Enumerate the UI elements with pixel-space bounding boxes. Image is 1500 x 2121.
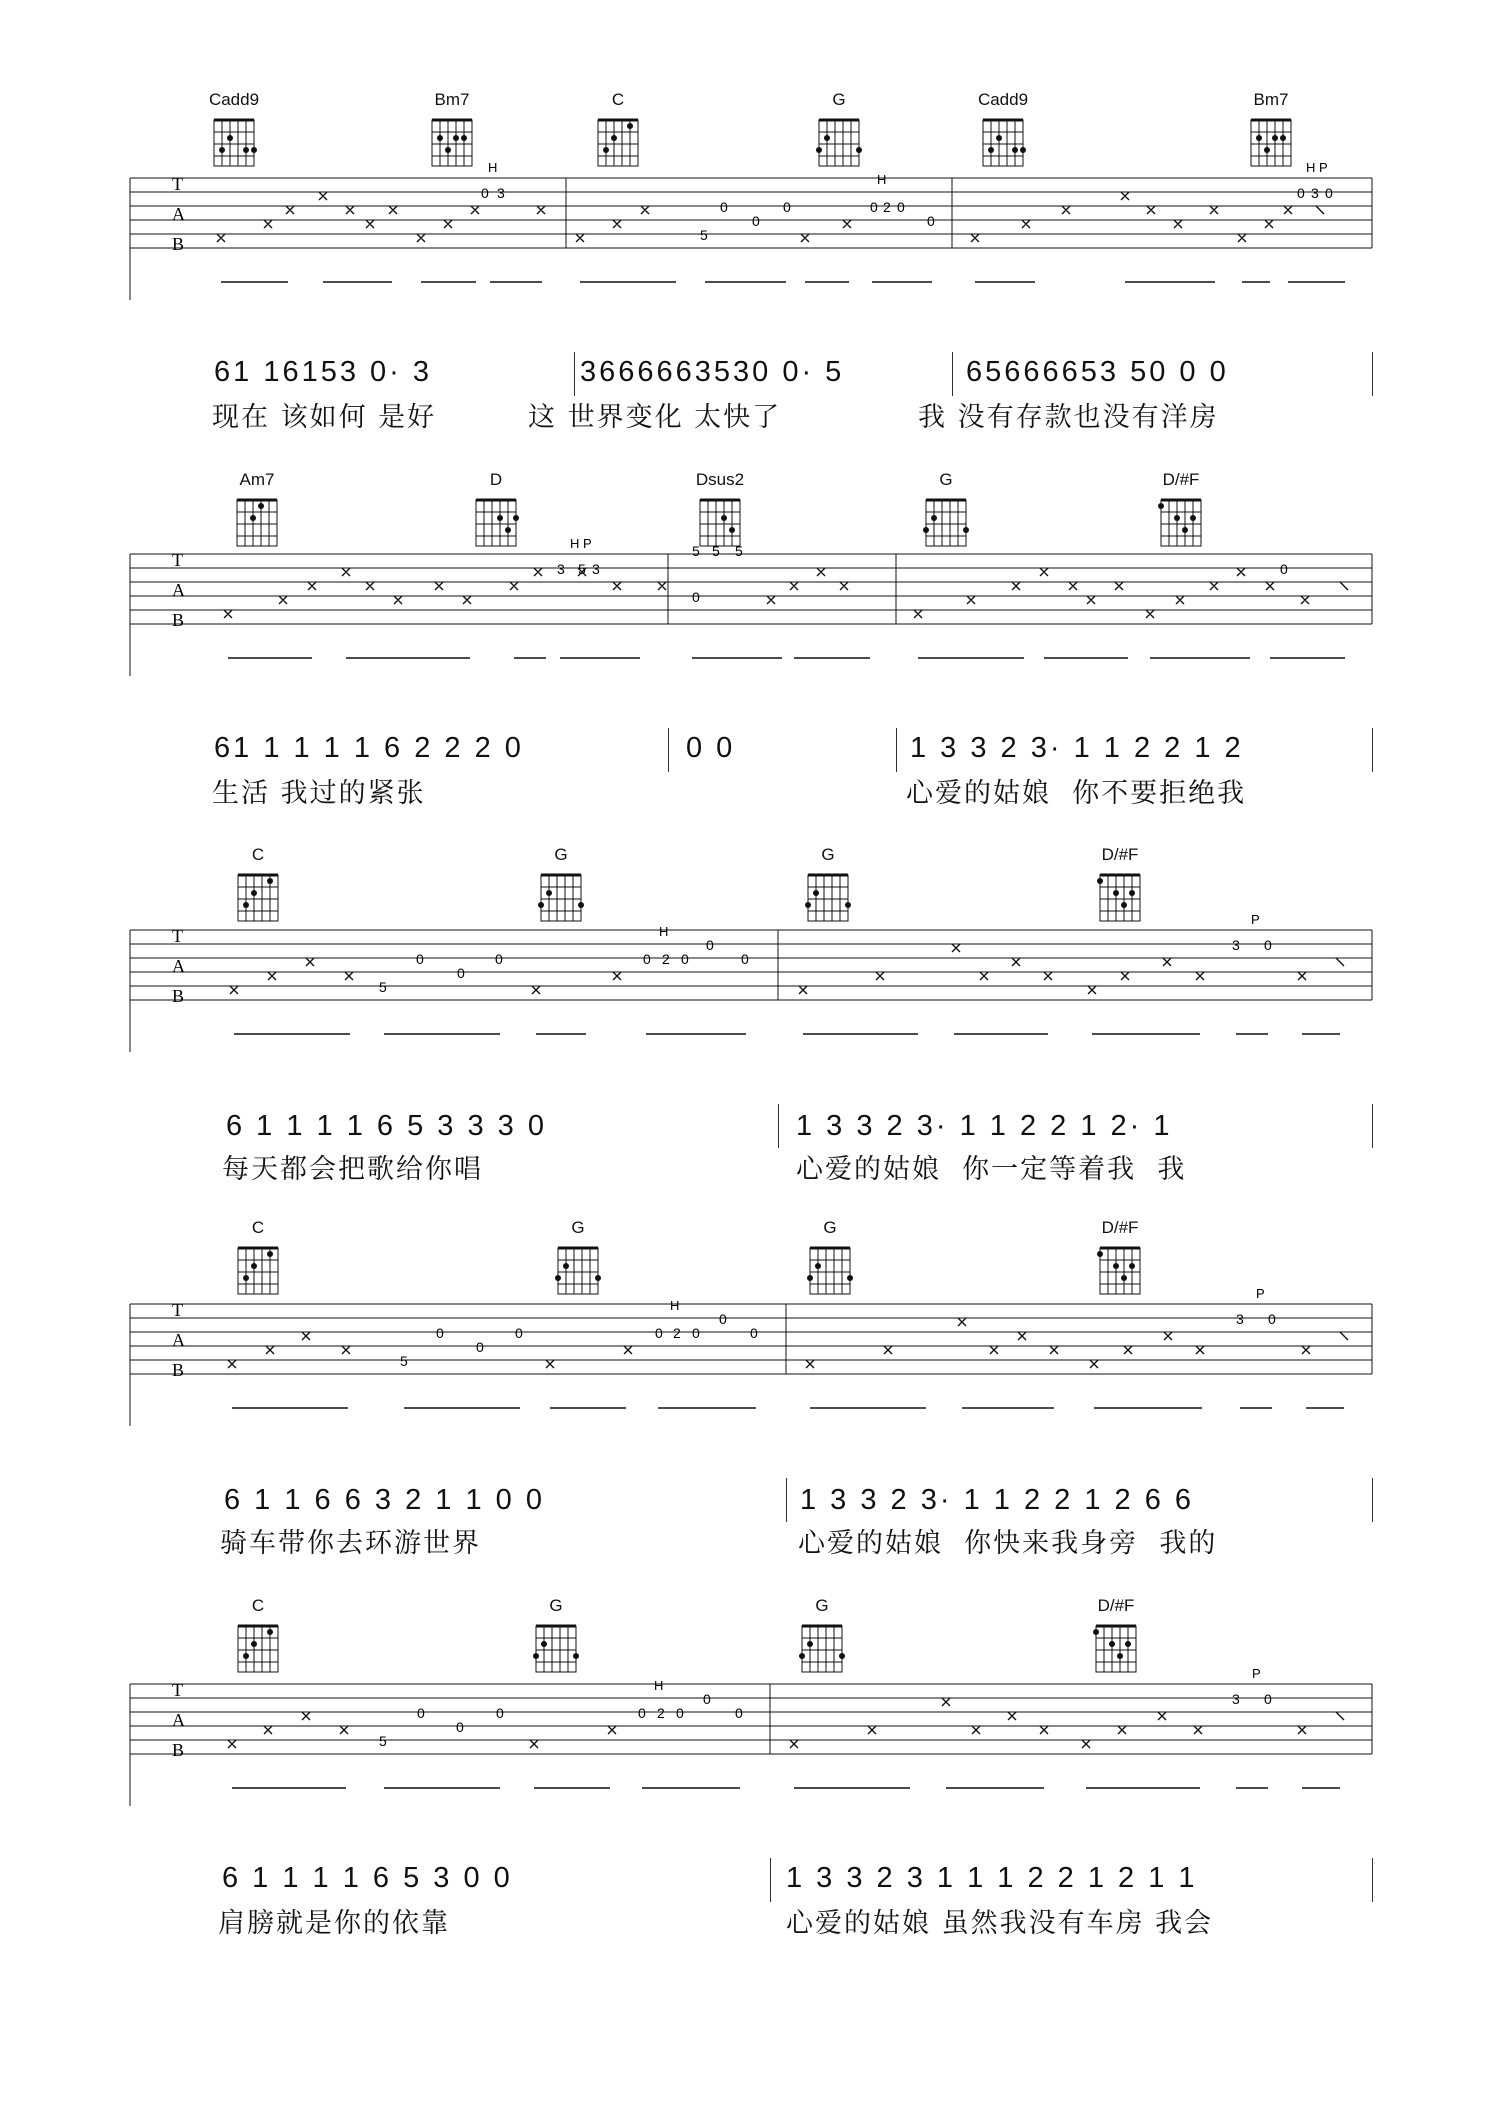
jianpu-line: 0 0: [686, 732, 736, 764]
svg-text:0: 0: [515, 1325, 523, 1341]
svg-text:2: 2: [662, 951, 670, 967]
svg-text:0: 0: [720, 199, 728, 215]
technique-label: P: [1256, 1286, 1265, 1301]
svg-text:5: 5: [578, 561, 586, 577]
lyric-line: 骑车带你去环游世界: [220, 1528, 481, 1559]
svg-text:5: 5: [712, 543, 720, 559]
svg-text:0: 0: [495, 951, 503, 967]
svg-text:0: 0: [735, 1705, 743, 1721]
svg-text:0: 0: [741, 951, 749, 967]
bar-line: [668, 728, 669, 772]
svg-text:0: 0: [655, 1325, 663, 1341]
svg-text:0: 0: [416, 951, 424, 967]
svg-text:3: 3: [1232, 937, 1240, 953]
chord-name: G: [549, 1596, 563, 1615]
svg-text:0: 0: [897, 199, 905, 215]
bar-line: [1372, 352, 1373, 396]
svg-text:5: 5: [379, 979, 387, 995]
tab-clef-b: B: [172, 234, 185, 254]
lyric-line: 心爱的姑娘 你一定等着我 我: [796, 1154, 1187, 1185]
svg-text:0: 0: [457, 965, 465, 981]
svg-text:3: 3: [1236, 1311, 1244, 1327]
jianpu-line: 6 1 1 6 6 3 2 1 1 0 0: [224, 1484, 545, 1516]
chord-name: D/#F: [1162, 470, 1200, 489]
lyric-line: 我 没有存款也没有洋房: [918, 402, 1219, 433]
svg-text:0: 0: [1325, 185, 1333, 201]
svg-text:0: 0: [436, 1325, 444, 1341]
svg-text:0: 0: [681, 951, 689, 967]
jianpu-line: 6 1 1 1 1 6 5 3 3 3 0: [226, 1110, 547, 1142]
jianpu-line: 65666653 50 0 0: [966, 356, 1229, 388]
chord-name: G: [554, 845, 568, 864]
lyric-line: 这 世界变化 太快了: [528, 402, 782, 433]
jianpu-line: 61 1 1 1 1 6 2 2 2 0: [214, 732, 524, 764]
tab-clef-t: T: [172, 1300, 183, 1320]
svg-text:0: 0: [692, 589, 700, 605]
bar-line: [574, 352, 575, 396]
svg-text:0: 0: [481, 185, 489, 201]
tab-clef-a: A: [172, 1710, 185, 1730]
tab-staff: [0, 912, 1500, 1052]
technique-label: P: [1252, 1666, 1261, 1681]
jianpu-line: 61 16153 0· 3: [214, 356, 432, 388]
chord-name: G: [832, 90, 846, 109]
svg-text:5: 5: [700, 227, 708, 243]
chord-name: D: [489, 470, 503, 489]
chord-name: C: [251, 1218, 265, 1237]
tab-clef-t: T: [172, 174, 183, 194]
jianpu-line: 1 3 3 2 3 1 1 1 2 2 1 2 1 1: [786, 1862, 1198, 1894]
tab-clef-b: B: [172, 986, 185, 1006]
jianpu-line: 1 3 3 2 3· 1 1 2 2 1 2· 1: [796, 1110, 1173, 1142]
svg-text:0: 0: [706, 937, 714, 953]
technique-label: H: [488, 160, 498, 175]
svg-text:0: 0: [1280, 561, 1288, 577]
tab-staff: [0, 160, 1500, 300]
bar-line: [1372, 1104, 1373, 1148]
technique-label: H P: [570, 536, 592, 551]
chord-name: Bm7: [1253, 90, 1289, 109]
svg-text:2: 2: [657, 1705, 665, 1721]
chord-name: G: [823, 1218, 837, 1237]
lyric-line: 心爱的姑娘 你快来我身旁 我的: [798, 1528, 1218, 1559]
svg-text:0: 0: [476, 1339, 484, 1355]
svg-text:0: 0: [692, 1325, 700, 1341]
svg-text:3: 3: [1311, 185, 1319, 201]
svg-text:0: 0: [870, 199, 878, 215]
chord-name: G: [815, 1596, 829, 1615]
tab-clef-a: A: [172, 1330, 185, 1350]
chord-name: C: [251, 845, 265, 864]
chord-name: C: [611, 90, 625, 109]
bar-line: [778, 1104, 779, 1148]
chord-name: G: [939, 470, 953, 489]
svg-text:0: 0: [643, 951, 651, 967]
svg-text:3: 3: [557, 561, 565, 577]
technique-label: H P: [1306, 160, 1328, 175]
svg-text:0: 0: [456, 1719, 464, 1735]
tab-clef-a: A: [172, 580, 185, 600]
lyric-line: 现在 该如何 是好: [212, 402, 437, 433]
bar-line: [896, 728, 897, 772]
lyric-line: 生活 我过的紧张: [212, 778, 426, 809]
tab-clef-b: B: [172, 1360, 185, 1380]
tab-clef-b: B: [172, 610, 185, 630]
tab-clef-b: B: [172, 1740, 185, 1760]
chord-name: Dsus2: [695, 470, 745, 489]
chord-name: D/#F: [1101, 845, 1139, 864]
bar-line: [786, 1478, 787, 1522]
svg-text:0: 0: [719, 1311, 727, 1327]
svg-text:0: 0: [750, 1325, 758, 1341]
technique-label: H: [877, 172, 887, 187]
svg-text:3: 3: [592, 561, 600, 577]
jianpu-line: 1 3 3 2 3· 1 1 2 2 1 2 6 6: [800, 1484, 1195, 1516]
chord-name: D/#F: [1101, 1218, 1139, 1237]
svg-text:0: 0: [417, 1705, 425, 1721]
svg-text:5: 5: [735, 543, 743, 559]
bar-line: [770, 1858, 771, 1902]
svg-text:0: 0: [927, 213, 935, 229]
svg-text:0: 0: [752, 213, 760, 229]
bar-line: [952, 352, 953, 396]
bar-line: [1372, 1858, 1373, 1902]
tab-clef-t: T: [172, 550, 183, 570]
chord-name: Cadd9: [977, 90, 1029, 109]
lyric-line: 每天都会把歌给你唱: [222, 1154, 483, 1185]
jianpu-line: 3666663530 0· 5: [580, 356, 845, 388]
chord-name: Cadd9: [208, 90, 260, 109]
tab-clef-a: A: [172, 956, 185, 976]
svg-text:3: 3: [497, 185, 505, 201]
lyric-line: 心爱的姑娘 虽然我没有车房 我会: [786, 1908, 1214, 1939]
chord-name: Bm7: [434, 90, 470, 109]
bar-line: [1372, 728, 1373, 772]
bar-line: [1372, 1478, 1373, 1522]
lyric-line: 肩膀就是你的依靠: [218, 1908, 450, 1939]
svg-text:0: 0: [783, 199, 791, 215]
svg-text:0: 0: [496, 1705, 504, 1721]
technique-label: H: [670, 1298, 680, 1313]
svg-text:0: 0: [1264, 1691, 1272, 1707]
tab-staff: [0, 1666, 1500, 1806]
svg-text:0: 0: [1297, 185, 1305, 201]
svg-text:5: 5: [692, 543, 700, 559]
chord-name: Am7: [239, 470, 275, 489]
svg-text:0: 0: [676, 1705, 684, 1721]
tab-staff: [0, 1286, 1500, 1426]
svg-text:5: 5: [400, 1353, 408, 1369]
chord-name: D/#F: [1097, 1596, 1135, 1615]
svg-text:0: 0: [703, 1691, 711, 1707]
svg-text:2: 2: [673, 1325, 681, 1341]
lyric-line: 心爱的姑娘 你不要拒绝我: [906, 778, 1247, 809]
svg-text:3: 3: [1232, 1691, 1240, 1707]
tab-clef-t: T: [172, 1680, 183, 1700]
chord-name: G: [821, 845, 835, 864]
tab-clef-a: A: [172, 204, 185, 224]
chord-name: C: [251, 1596, 265, 1615]
technique-label: H: [659, 924, 669, 939]
tab-clef-t: T: [172, 926, 183, 946]
jianpu-line: 6 1 1 1 1 6 5 3 0 0: [222, 1862, 513, 1894]
svg-text:2: 2: [883, 199, 891, 215]
svg-text:0: 0: [638, 1705, 646, 1721]
technique-label: H: [654, 1678, 664, 1693]
chord-name: G: [571, 1218, 585, 1237]
technique-label: P: [1251, 912, 1260, 927]
svg-text:0: 0: [1264, 937, 1272, 953]
svg-text:5: 5: [379, 1733, 387, 1749]
svg-text:0: 0: [1268, 1311, 1276, 1327]
jianpu-line: 1 3 3 2 3· 1 1 2 2 1 2: [910, 732, 1244, 764]
tab-staff: [0, 536, 1500, 676]
